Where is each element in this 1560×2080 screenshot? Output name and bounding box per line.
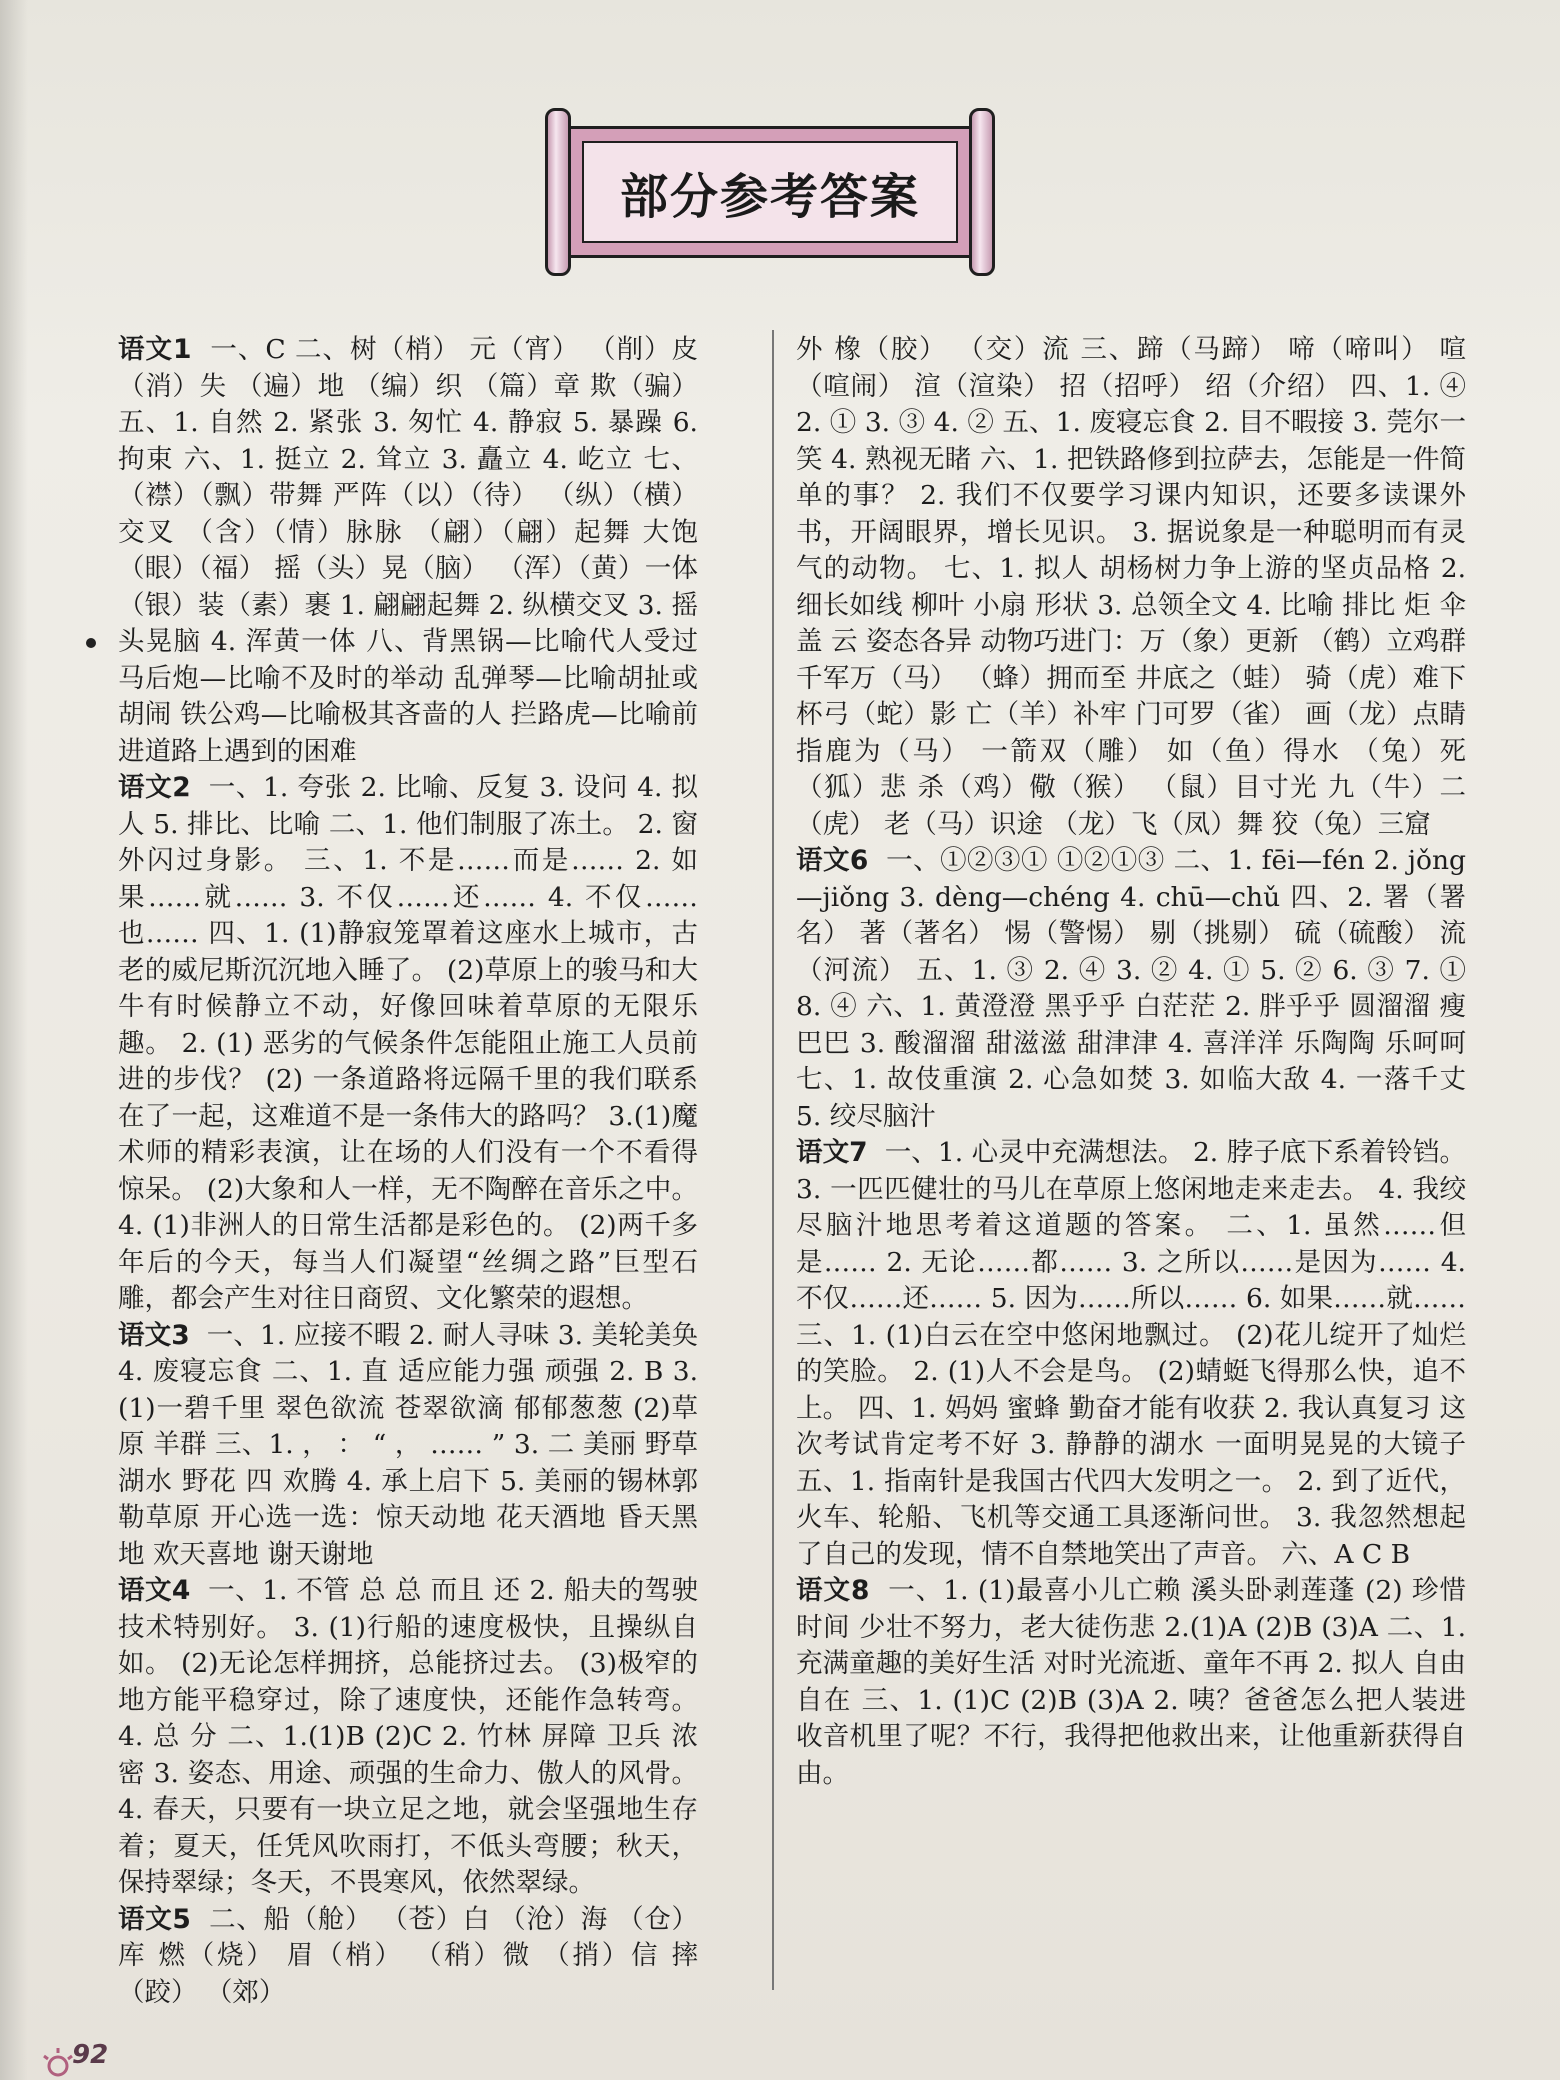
section-text: 一、C 二、树（梢） 元（宵） （削）皮（消）失 （遍）地 （编）织 （篇）章 欺（骗） 五、1. 自然 2. 紧张 3. 匆忙 4. 静寂 5. 暴躁 6. 拘束 六、1. 挺立 2. 耸立 3. 矗立 4. 屹立 七、（襟）（飘）带舞 严阵（以）（待） （纵）（横）交叉 （含）（情）脉脉 （翩）（翩）起舞 大饱（眼）（福） 摇（头）晃（脑） （浑）（黄）一体 （银）装（素）裹 1. 翩翩起舞 2. 纵横交叉 3. 摇头晃脑 4. 浑黄一体 八、背黑锅—比喻代人受过 马后炮—比喻不及时的举动 乱弹琴—比喻胡扯或胡闹 铁公鸡—比喻极其吝啬的人 拦路虎—比喻前进道路上遇到的困难 [118,334,698,767]
section-text: 二、船（舱） （苍）白 （沧）海 （仓）库 燃（烧） 眉（梢） （稍）微 （捎）信 摔（跤） （郊） [118,1903,698,2008]
title-scroll-inner [582,141,958,243]
left-column [118,332,698,2011]
page-title: 部分参考答案 [619,168,920,225]
section-text: 一、1. 夸张 2. 比喻、反复 3. 设问 4. 拟人 5. 排比、比喻 二、1. 他们制服了冻土。 2. 窗外闪过身影。 三、1. 不是……而是…… 2. 如果……就…… 3. 不仅……还…… 4. 不仅……也…… 四、1. (1)静寂笼罩着这座水上城市，古老的威尼斯沉沉地入睡了。 (2)草原上的骏马和大牛有时候静立不动，好像回味着草原的无限乐趣。 2. (1) 恶劣的气候条件怎能阻止施工人员前进的步伐？ (2) 一条道路将远隔千里的我们联系在了一起，这难道不是一条伟大的路吗？ 3.(1)魔术师的精彩表演，让在场的人们没有一个不看得惊呆。 (2)大象和人一样，无不陶醉在音乐之中。 4. (1)非洲人的日常生活都是彩色的。 (2)两千多年后的今天，每当人们凝望“丝绸之路”巨型石雕，都会产生对往日商贸、文化繁荣的遐想。 [118,772,698,1314]
answer-section [118,332,698,770]
section-heading: 语文2 [118,772,191,803]
section-text: 一、①②③① ①②①③ 二、1. fēi—fén 2. jǒng—jiǒng 3. dèng—chéng 4. chū—chǔ 四、2. 署（署名） 著（著名） 惕（警惕） 剔（挑剔） 硫（硫酸） 流（河流） 五、1. ③ 2. ④ 3. ② 4. ① 5. ② 6. ③ 7. ① 8. ④ 六、1. 黄澄澄 黑乎乎 白茫茫 2. 胖乎乎 圆溜溜 瘦巴巴 3. 酸溜溜 甜滋滋 甜津津 4. 喜洋洋 乐陶陶 乐呵呵 七、1. 故伎重演 2. 心急如焚 3. 如临大敌 4. 一落千丈 5. 绞尽脑汁 [796,845,1466,1132]
section-text: 外 橡（胶） （交）流 三、蹄（马蹄） 啼（啼叫） 喧（喧闹） 渲（渲染） 招（招呼） 绍（介绍） 四、1. ④ 2. ① 3. ③ 4. ② 五、1. 废寝忘食 2. 目不暇接 3. 莞尔一笑 4. 熟视无睹 六、1. 把铁路修到拉萨去，怎能是一件简单的事？ 2. 我们不仅要学习课内知识，还要多读课外书，开阔眼界，增长见识。 3. 据说象是一种聪明而有灵气的动物。 七、1. 拟人 胡杨树力争上游的坚贞品格 2. 细长如线 柳叶 小扇 形状 3. 总领全文 4. 比喻 排比 炬 伞 盖 云 姿态各异 动物巧进门：万（象）更新 （鹤）立鸡群 千军万（马） （蜂）拥而至 井底之（蛙） 骑（虎）难下 杯弓（蛇）影 亡（羊）补牢 门可罗（雀） 画（龙）点睛 指鹿为（马） 一箭双（雕） 如（鱼）得水 （兔）死（狐）悲 杀（鸡）儆（猴） （鼠）目寸光 九（牛）二（虎） 老（马）识途 （龙）飞（凤）舞 狡（兔）三窟 [796,334,1466,840]
answer-section [118,1318,698,1574]
section-text: 一、1. 心灵中充满想法。 2. 脖子底下系着铃铛。 3. 一匹匹健壮的马儿在草原上悠闲地走来走去。 4. 我绞尽脑汁地思考着这道题的答案。 二、1. 虽然……但是…… 2. 无论……都…… 3. 之所以……是因为…… 4. 不仅……还…… 5. 因为……所以…… 6. 如果……就…… 三、1. (1)白云在空中悠闲地飘过。 (2)花儿绽开了灿烂的笑脸。 2. (1)人不会是鸟。 (2)蜻蜓飞得那么快，追不上。 四、1. 妈妈 蜜蜂 勤奋才能有收获 2. 我认真复习 这次考试肯定考不好 3. 静静的湖水 一面明晃晃的大镜子 五、1. 指南针是我国古代四大发明之一。 2. 到了近代，火车、轮船、飞机等交通工具逐渐问世。 3. 我忽然想起了自己的发现，情不自禁地笑出了声音。 六、A C B [796,1137,1466,1570]
section-heading: 语文3 [118,1319,190,1351]
column-divider [772,330,774,1990]
section-heading: 语文7 [796,1137,868,1168]
bullet-dot-icon [84,636,98,650]
section-heading: 语文6 [796,845,869,876]
answer-section [796,332,1466,843]
section-text: 一、1. 不管 总 总 而且 还 2. 船夫的驾驶技术特别好。 3. (1)行船的速度极快，且操纵自如。 (2)无论怎样拥挤，总能挤过去。 (3)极窄的地方能平稳穿过，除了速度快，还能作急转弯。 4. 总 分 二、1.(1)B (2)C 2. 竹林 屏障 卫兵 浓密 3. 姿态、用途、顽强的生命力、傲人的风骨。 4. 春天，只要有一块立足之地，就会坚强地生存着；夏天，任凭风吹雨打，不低头弯腰；秋天，保持翠绿；冬天，不畏寒风，依然翠绿。 [118,1575,698,1898]
answer-section [118,1902,698,2012]
section-text: 一、1. 应接不暇 2. 耐人寻味 3. 美轮美奂 4. 废寝忘食 二、1. 直 适应能力强 顽强 2. B 3. (1)一碧千里 翠色欲流 苍翠欲滴 郁郁葱葱 (2)草原 羊群 三、1. ， ： “ ， …… ” 3. 二 美丽 野草 湖水 野花 四 欢腾 4. 承上启下 5. 美丽的锡林郭勒草原 开心选一选：惊天动地 花天酒地 昏天黑地 欢天喜地 谢天谢地 [118,1319,698,1570]
answer-section [796,843,1466,1135]
section-heading: 语文1 [118,334,192,365]
scroll-roll-right [969,108,995,276]
answer-section [118,770,698,1318]
page-number: 92 [72,2040,109,2070]
section-heading: 语文5 [118,1903,191,1935]
title-scroll [545,108,995,276]
section-heading: 语文4 [118,1575,191,1606]
section-heading: 语文8 [796,1575,870,1606]
answer-section [118,1573,698,1902]
answer-section [796,1573,1466,1792]
right-column [796,332,1466,1792]
page-edge-shadow [0,0,28,2080]
section-text: 一、1. (1)最喜小儿亡赖 溪头卧剥莲蓬 (2) 珍惜时间 少壮不努力，老大徒伤悲 2.(1)A (2)B (3)A 二、1. 充满童趣的美好生活 对时光流逝、童年不再 2. 拟人 自由自在 三、1. (1)C (2)B (3)A 2. 咦？爸爸怎么把人装进收音机里了呢？不行，我得把他救出来，让他重新获得自由。 [796,1575,1466,1789]
scroll-roll-left [545,108,571,276]
title-scroll-band [565,126,975,258]
answer-section [796,1135,1466,1573]
